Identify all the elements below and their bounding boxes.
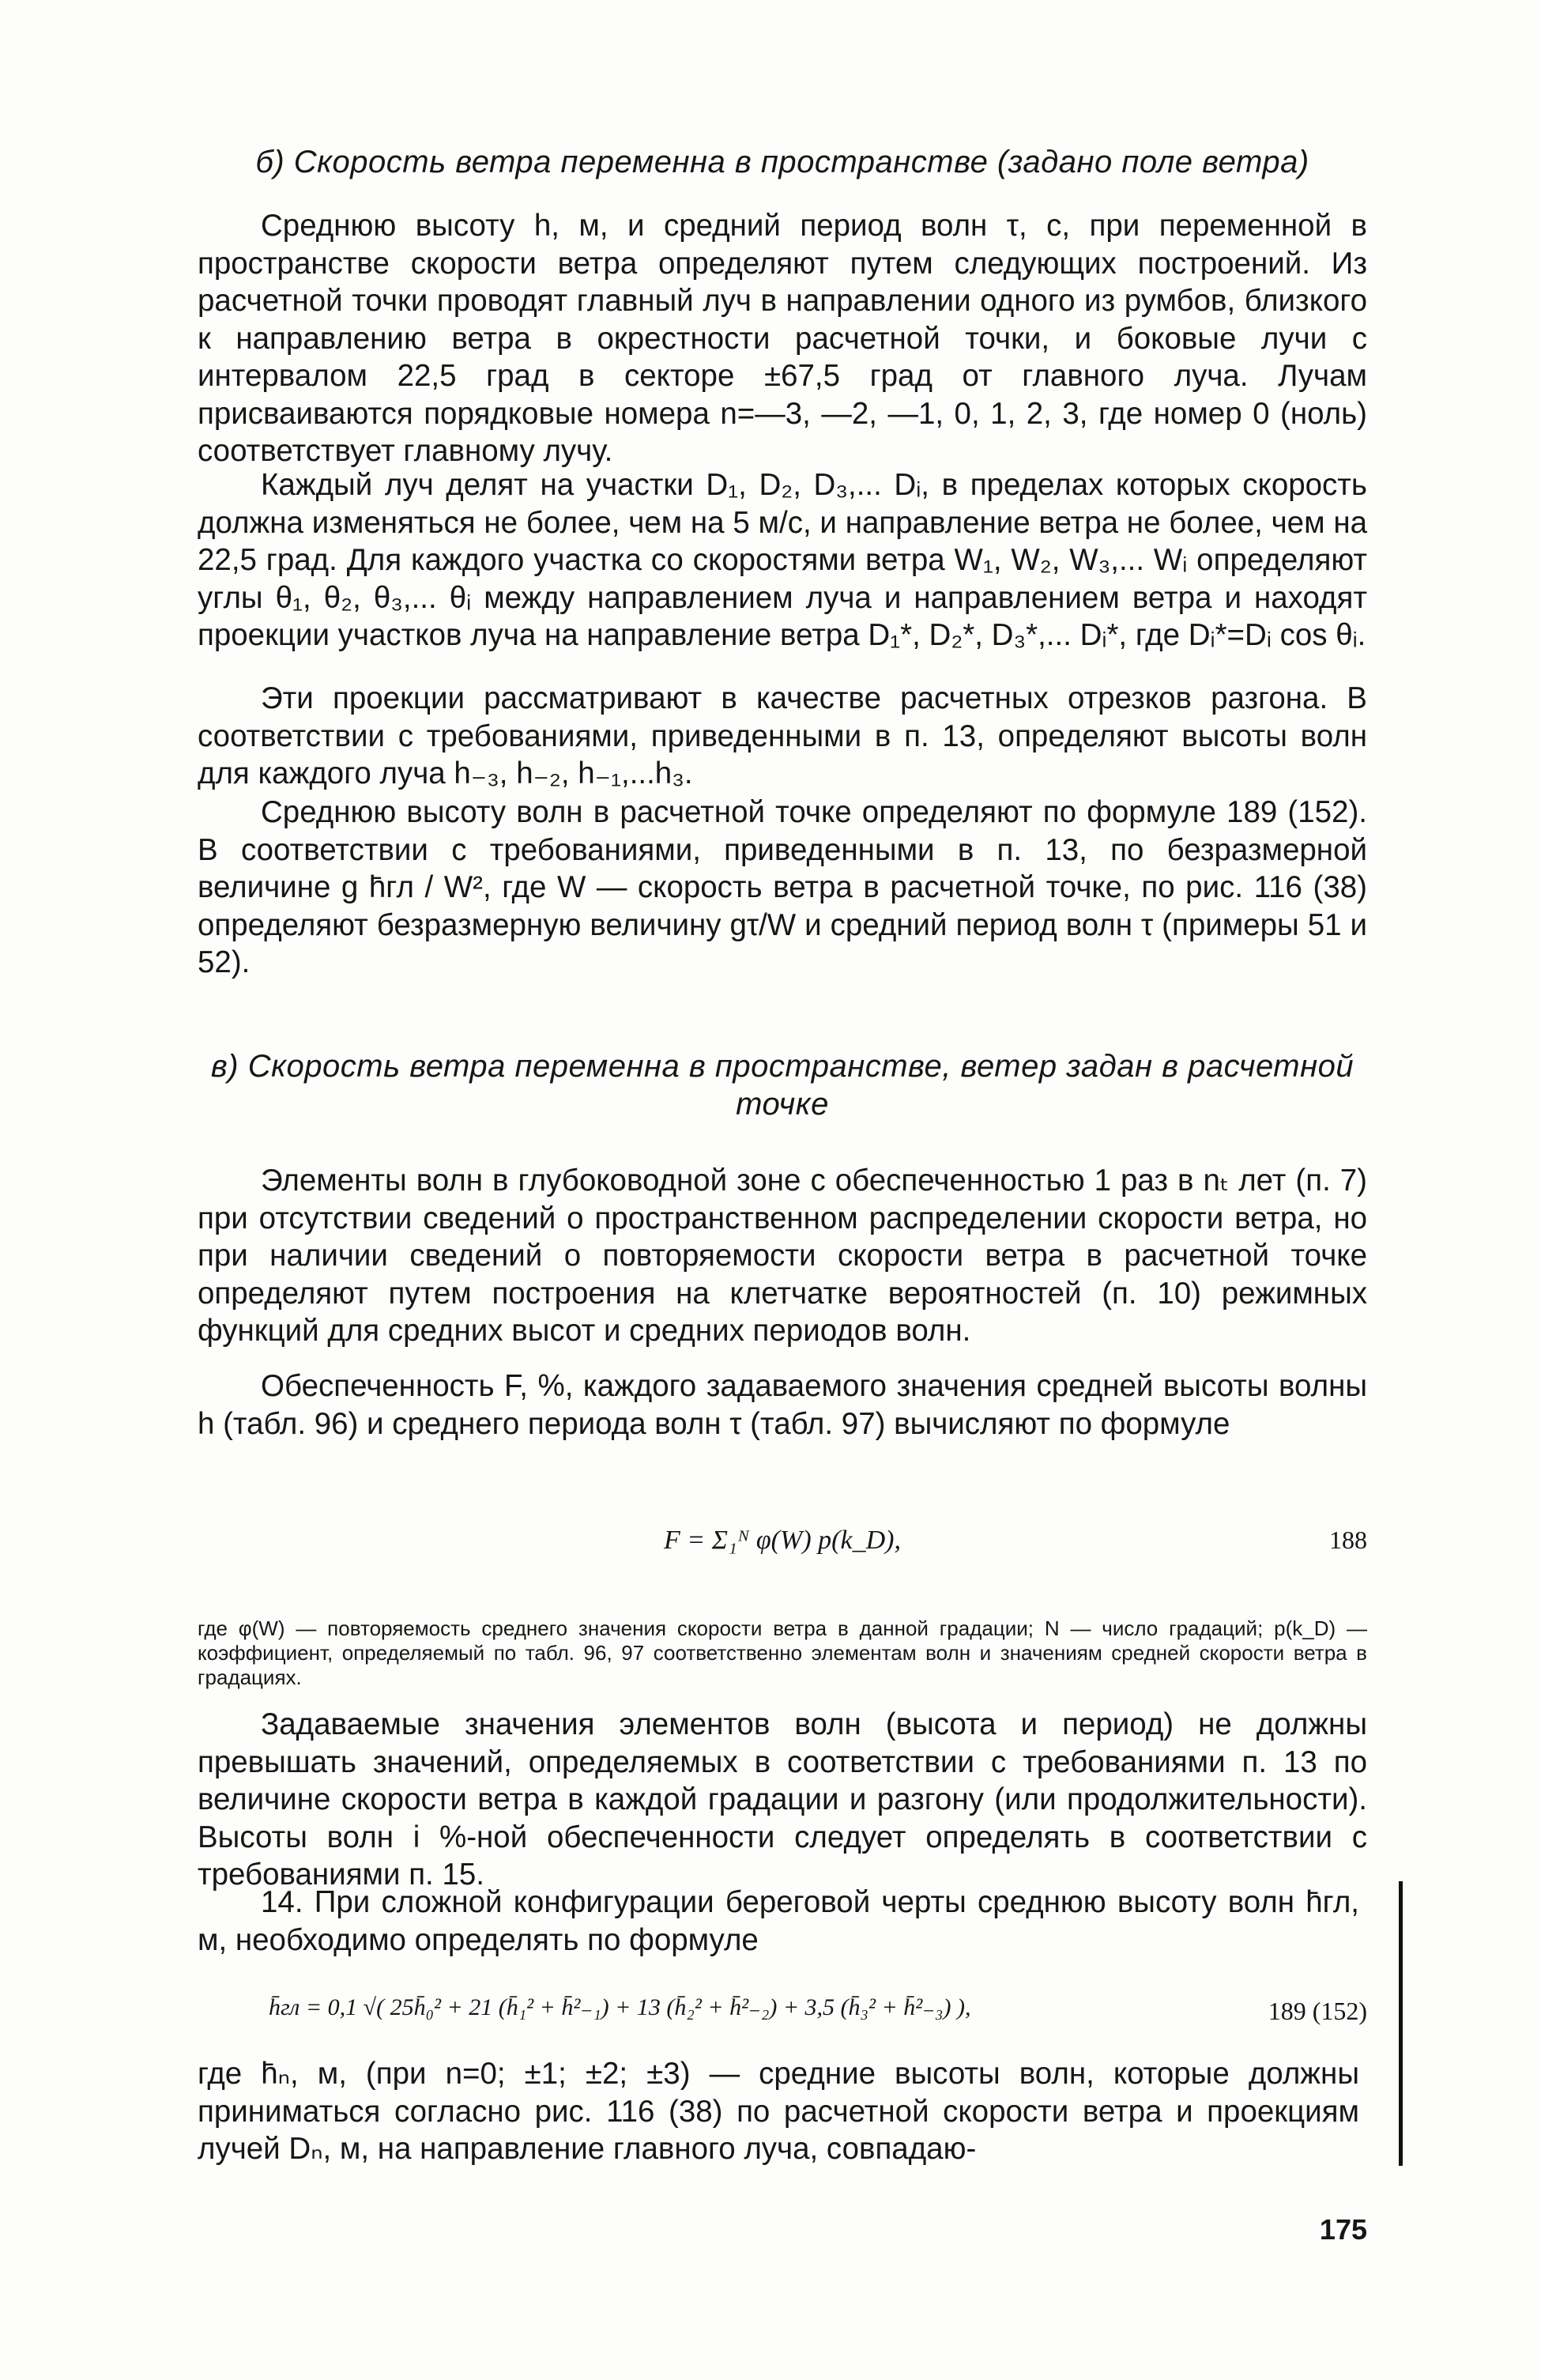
- formula-188-legend: где φ(W) — повторяемость среднего значения скорости ветра в данной градации; N — число градаций; p(k_D) — коэффициент, определяемый по табл. 96, 97 соответственно элементам волн и значениям средней скорости ветра в градациях.: [198, 1616, 1367, 1689]
- page-number: 175: [1319, 2213, 1367, 2246]
- formula-189-number: 189 (152): [1268, 1997, 1367, 2025]
- item-14-paragraph-continued: где h̄ₙ, м, (при n=0; ±1; ±2; ±3) — средние высоты волн, которые должны приниматься согласно рис. 116 (38) по расчетной скорости ветра и проекциям лучей Dₙ, м, на направление главного луча, совпадаю-: [198, 2057, 1359, 2166]
- item-14-paragraph: 14. При сложной конфигурации береговой черты среднюю высоту волн h̄гл, м, необходимо определять по формуле: [198, 1885, 1359, 1957]
- section-c-paragraph-1: Элементы волн в глубоководной зоне с обеспеченностью 1 раз в nₜ лет (п. 7) при отсутствии сведений о пространственном распределении скорости ветра, но при наличии сведений о повторяемости скорости ветра в расчетной точке определяют путем построения на клетчатке вероятностей (п. 10) режимных функций для средних высот и средних периодов волн.: [198, 1164, 1367, 1348]
- section-b-paragraph-4: Среднюю высоту волн в расчетной точке определяют по формуле 189 (152). В соответствии с требованиями, приведенными в п. 13, по безразмерной величине g h̄гл / W², где W — скорость ветра в расчетной точке, по рис. 116 (38) определяют безразмерную величину gτ/W и средний период волн τ (примеры 51 и 52).: [198, 795, 1367, 979]
- section-b-heading: б) Скорость ветра переменна в пространстве (задано поле ветра): [255, 145, 1309, 179]
- margin-change-bar: [1399, 1881, 1403, 2166]
- section-c-paragraph-2: Обеспеченность F, %, каждого задаваемого значения средней высоты волны h (табл. 96) и среднего периода волн τ (табл. 97) вычисляют по формуле: [198, 1369, 1367, 1441]
- section-b-paragraph-3: Эти проекции рассматривают в качестве расчетных отрезков разгона. В соответствии с требованиями, приведенными в п. 13, определяют высоты волн для каждого луча h₋₃, h₋₂, h₋₁,...h₃.: [198, 681, 1367, 790]
- formula-189: [198, 1993, 1367, 2041]
- formula-189-expression: h̄гл = 0,1 √( 25h̄₀² + 21 (h̄₁² + h̄²₋₁) + 13 (h̄₂² + h̄²₋₂) + 3,5 (h̄₃² + h̄²₋₃) ),: [269, 1994, 971, 2020]
- formula-188-number: 188: [1329, 1526, 1367, 1554]
- section-b-paragraph-2: Каждый луч делят на участки D₁, D₂, D₃,... Dᵢ, в пределах которых скорость должна изменяться не более, чем на 5 м/с, и направление ветра не более, чем на 22,5 град. Для каждого участка со скоростями ветра W₁, W₂, W₃,... Wᵢ определяют углы θ₁, θ₂, θ₃,... θᵢ между направлением луча и направлением ветра и находят проекции участков луча на направление ветра D₁*, D₂*, D₃*,... Dᵢ*, где Dᵢ*=Dᵢ cos θᵢ.: [198, 468, 1367, 652]
- section-c-paragraph-3: Задаваемые значения элементов волн (высота и период) не должны превышать значений, определяемых в соответствии с требованиями п. 13 по величине скорости ветра в каждой градации и разгону (или продолжительности). Высоты волн i %-ной обеспеченности следует определять в соответствии с требованиями п. 15.: [198, 1707, 1367, 1892]
- section-c-heading: в) Скорость ветра переменна в пространстве, ветер задан в расчетной точке: [210, 1049, 1354, 1122]
- formula-188-expression: F = Σ₁ᴺ φ(W) p(k_D),: [664, 1526, 901, 1555]
- section-b-paragraph-1: Среднюю высоту h, м, и средний период волн τ, с, при переменной в пространстве скорости ветра определяют путем следующих построений. Из расчетной точки проводят главный луч в направлении одного из румбов, близкого к направлению ветра в окрестности расчетной точки, и боковые лучи с интервалом 22,5 град в секторе ±67,5 град от главного луча. Лучам присваиваются порядковые номера n=—3, —2, —1, 0, 1, 2, 3, где номер 0 (ноль) соответствует главному лучу.: [198, 209, 1367, 468]
- formula-188: [198, 1526, 1367, 1573]
